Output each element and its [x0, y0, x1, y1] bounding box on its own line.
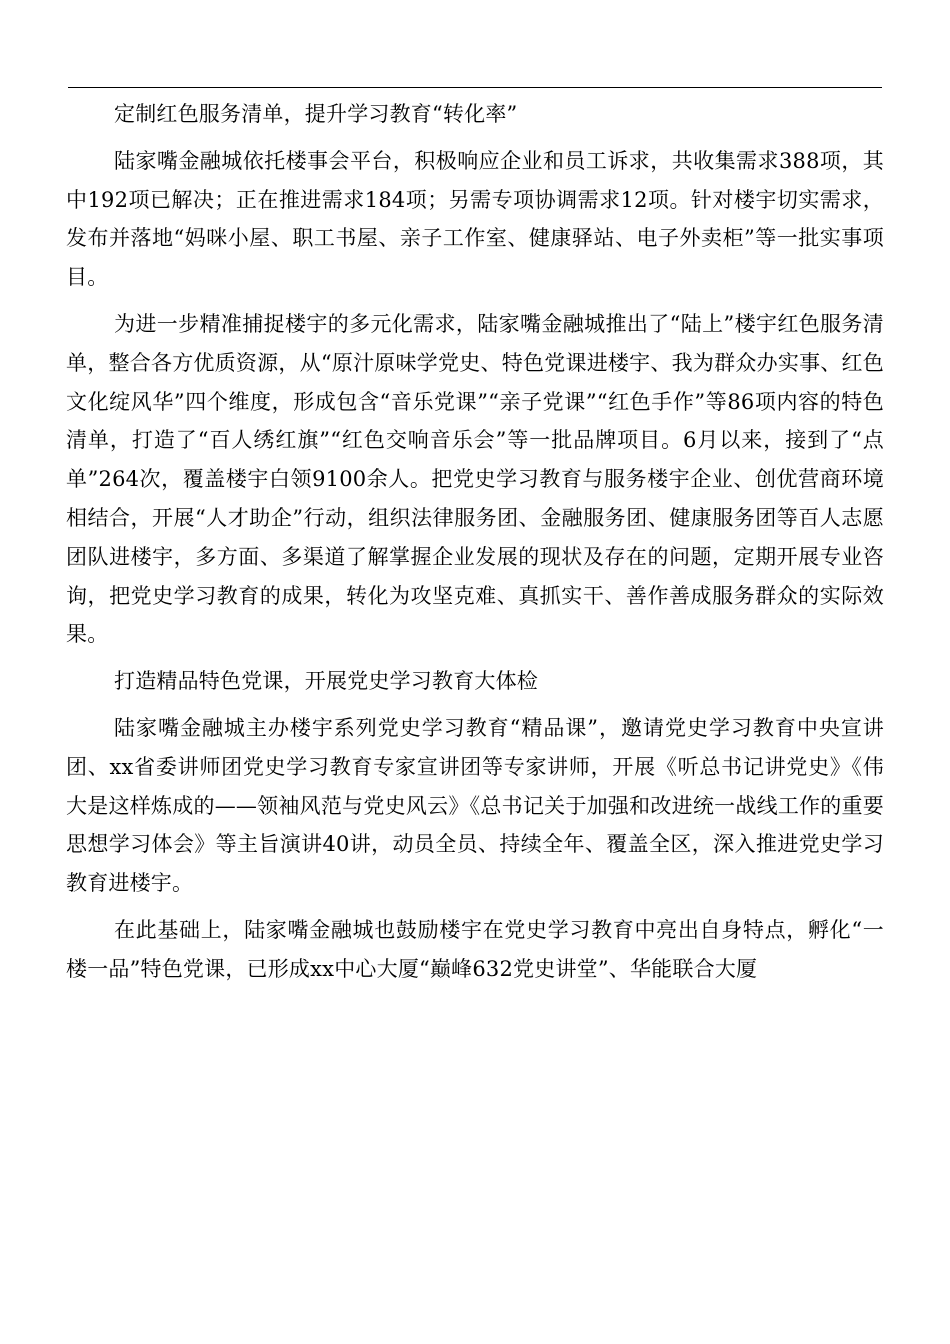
section-heading: 定制红色服务清单，提升学习教育“转化率” — [114, 102, 518, 126]
body-paragraph: 为进一步精准捕捉楼宇的多元化需求，陆家嘴金融城推出了“陆上”楼宇红色服务清单，整合各方优质资源，从“原汁原味学党史、特色党课进楼宇、我为群众办实事、红色文化绽风华”四个维度，形成包含“音乐党课”“亲子党课”“红色手作”等86项内容的特色清单，打造了“百人绣红旗”“红色交响音乐会”等一批品牌项目。6月以来，接到了“点单”264次，覆盖楼宇白领9100余人。把党史学习教育与服务楼宇企业、创优营商环境相结合，开展“人才助企”行动，组织法律服务团、金融服务团、健康服务团等百人志愿团队进楼宇，多方面、多渠道了解掌握企业发展的现状及存在的问题，定期开展专业咨询，把党史学习教育的成果，转化为攻坚克难、真抓实干、善作善成服务群众的实际效果。 — [66, 311, 884, 647]
section-heading: 打造精品特色党课，开展党史学习教育大体检 — [114, 669, 538, 694]
header-rule — [68, 87, 882, 88]
document-body — [66, 95, 884, 997]
body-paragraph: 陆家嘴金融城依托楼事会平台，积极响应企业和员工诉求，共收集需求388项，其中192项已解决；正在推进需求184项；另需专项协调需求12项。针对楼宇切实需求，发布并落地“妈咪小屋、职工书屋、亲子工作室、健康驿站、电子外卖柜”等一批实事项目。 — [66, 148, 884, 290]
body-paragraph: 陆家嘴金融城主办楼宇系列党史学习教育“精品课”，邀请党史学习教育中央宣讲团、xx省委讲师团党史学习教育专家宣讲团等专家讲师，开展《听总书记讲党史》《伟大是这样炼成的——领袖风范与党史风云》《总书记关于加强和改进统一战线工作的重要思想学习体会》等主旨演讲40讲，动员全员、持续全年、覆盖全区，深入推进党史学习教育进楼宇。 — [66, 715, 884, 896]
body-paragraph: 在此基础上，陆家嘴金融城也鼓励楼宇在党史学习教育中亮出自身特点，孵化“一楼一品”特色党课，已形成xx中心大厦“巅峰632党史讲堂”、华能联合大厦 — [66, 917, 884, 981]
